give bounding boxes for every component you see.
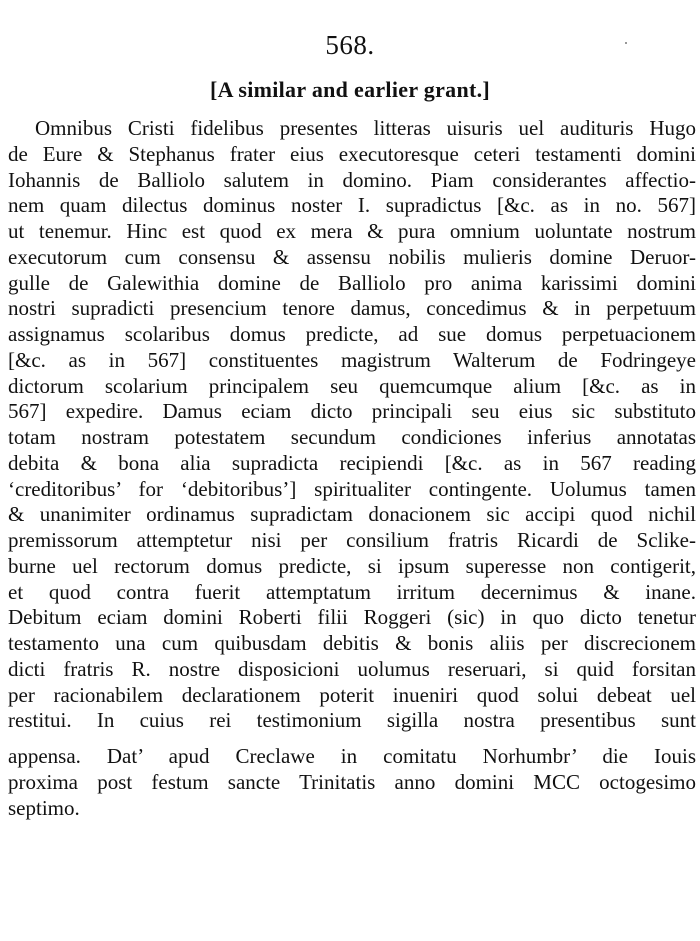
text-line: debita & bona alia supradicta recipiendi [&c. as in 567 reading bbox=[8, 450, 696, 475]
document-body bbox=[8, 116, 696, 821]
text-line: Omnibus Cristi fidelibus presentes litteras uisuris uel audituris Hugo bbox=[35, 116, 696, 140]
text-line: dicti fratris R. nostre disposicioni uolumus reseruari, si quid forsitan bbox=[8, 656, 696, 681]
text-line: septimo. bbox=[8, 795, 80, 820]
text-line: gulle de Galewithia domine de Balliolo pro anima karissimi domini bbox=[8, 270, 696, 295]
text-line: totam nostram potestatem secundum condiciones inferius annotatas bbox=[8, 425, 696, 449]
text-line: ‘creditoribus’ for ‘debitoribus’] spiritualiter contingente. Uolumus tamen bbox=[8, 476, 696, 501]
text-line: proxima post festum sancte Trinitatis anno domini MCC octogesimo bbox=[8, 769, 696, 794]
text-line: & unanimiter ordinamus supradictam donacionem sic accipi quod nichil bbox=[8, 502, 696, 527]
text-line: nostri supradicti presencium tenore damus, concedimus & in perpetuum bbox=[8, 296, 696, 321]
text-line: burne uel rectorum domus predicte, si ipsum superesse non contigerit, bbox=[8, 553, 696, 578]
text-line: [&c. as in 567] constituentes magistrum Walterum de Fodringeye bbox=[8, 347, 696, 372]
text-line: restitui. In cuius rei testimonium sigilla nostra presentibus sunt bbox=[8, 708, 696, 733]
text-line: premissorum attemptetur nisi per consilium fratris Ricardi de Sclike- bbox=[8, 528, 696, 552]
text-line: 567] expedire. Damus eciam dicto principali seu eius sic substituto bbox=[8, 399, 696, 424]
text-line: de Eure & Stephanus frater eius executoresque ceteri testamenti domini bbox=[8, 141, 696, 166]
text-line: testamento una cum quibusdam debitis & bonis aliis per discrecionem bbox=[8, 631, 696, 655]
text-line: nem quam dilectus dominus noster I. supradictus [&c. as in no. 567] bbox=[8, 193, 696, 218]
print-speck bbox=[625, 42, 627, 44]
text-line: dictorum scolarium principalem seu quemcumque alium [&c. as in bbox=[8, 373, 696, 398]
document-number: 568. bbox=[325, 30, 375, 60]
text-line: appensa. Dat’ apud Creclawe in comitatu Norhumbr’ die Iouis bbox=[8, 744, 696, 768]
text-line: per racionabilem declarationem poterit inueniri quod solui debeat uel bbox=[8, 682, 696, 707]
text-line: et quod contra fuerit attemptatum irritum decernimus & inane. bbox=[8, 579, 696, 604]
text-line: Debitum eciam domini Roberti filii Roggeri (sic) in quo dicto tenetur bbox=[8, 605, 696, 630]
text-line: Iohannis de Balliolo salutem in domino. Piam considerantes affectio- bbox=[8, 167, 696, 192]
text-line: assignamus scolaribus domus predicte, ad sue domus perpetuacionem bbox=[8, 322, 696, 346]
text-line: executorum cum consensu & assensu nobilis mulieris domine Deruor- bbox=[8, 244, 696, 269]
text-line: ut tenemur. Hinc est quod ex mera & pura omnium uoluntate nostrum bbox=[8, 219, 696, 243]
document-heading: [A similar and earlier grant.] bbox=[209, 77, 491, 102]
